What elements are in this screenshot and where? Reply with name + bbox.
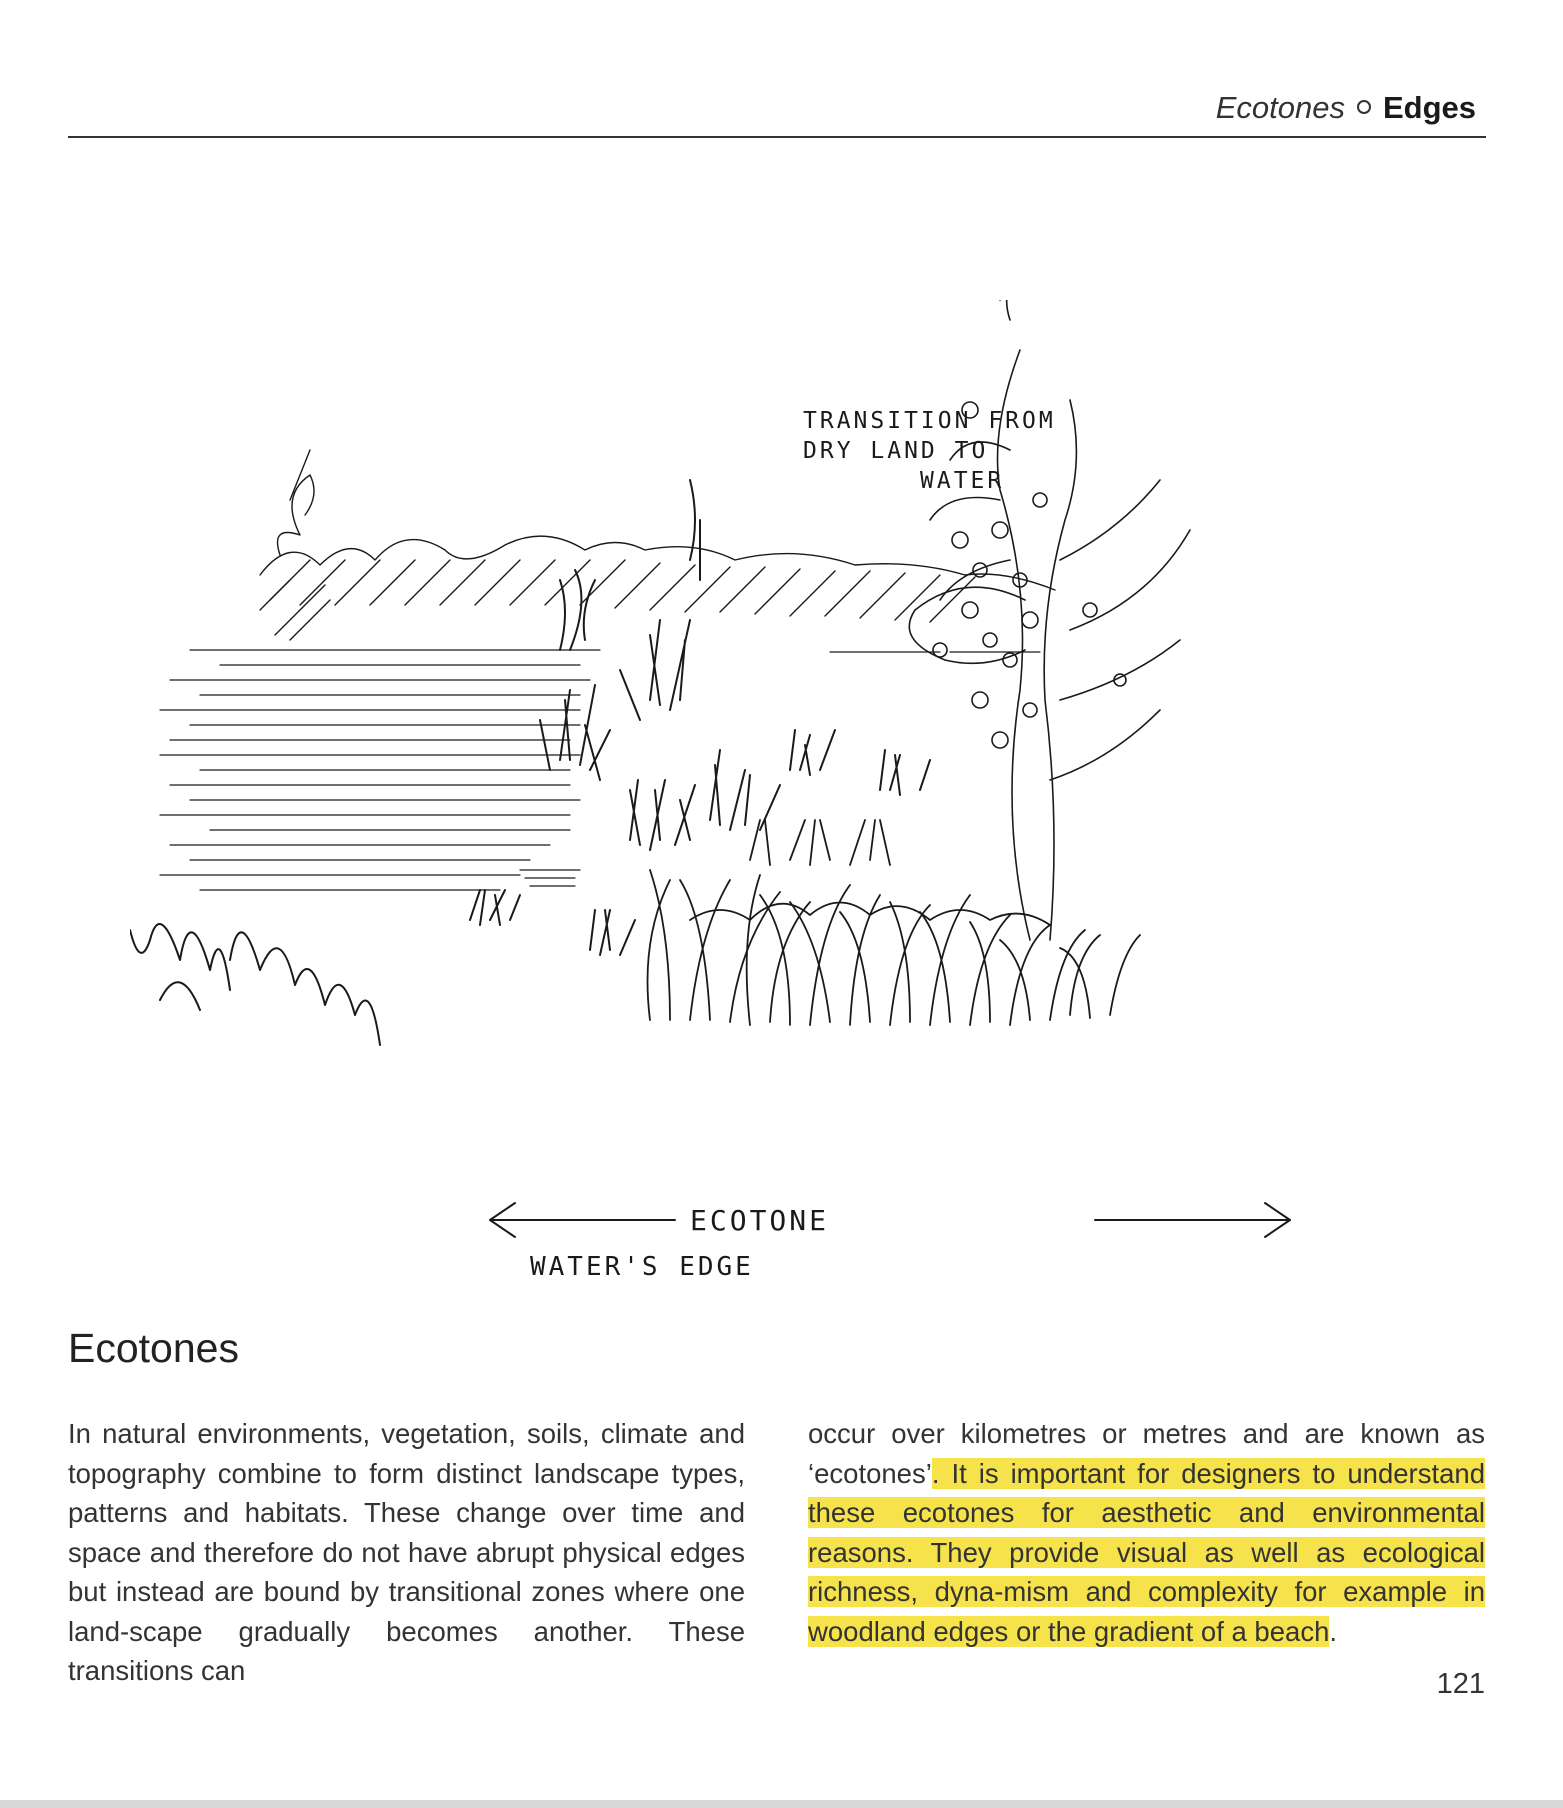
running-header [68,84,1486,138]
label-waters-edge: WATER'S EDGE [530,1252,754,1282]
section-title: Ecotones [68,1325,239,1371]
water-lines [160,650,1040,890]
right-column-lead: occur over kilometres or metres and are known as ‘ecotones’ [808,1418,1485,1489]
header-inner [1216,88,1476,128]
sketch-svg [130,300,1420,1290]
foreground-grasses [648,820,1141,1025]
ecotone-sketch-illustration [130,300,1420,1290]
annotation-transition-line-1: TRANSITION FROM [803,408,1056,434]
header-section-label: Ecotones [1215,90,1345,125]
label-ecotone: ECOTONE [690,1204,830,1237]
bottom-scroll-edge [0,1800,1563,1808]
header-chapter-label: Edges [1382,90,1476,125]
reed-clumps [130,480,930,1045]
ecotone-arrow [490,1203,1290,1237]
annotation-transition-line-2: DRY LAND TO [803,438,989,464]
page-number: 121 [1436,1668,1485,1700]
right-column-tail: . [1329,1615,1337,1647]
sketch-tree [909,300,1190,940]
body-left-column: In natural environments, vegetation, soils, climate and topography combine to form distinct landscape types, patterns and habitats. These change over time and space and therefore do not have abrupt physical edges but instead are bound by transitional zones where one land-scape gradually becomes another. These transitions can [68,1418,745,1686]
annotation-transition-line-3: WATER [920,468,1005,494]
body-right-column [808,1414,1485,1651]
separator-circle-icon [1357,100,1371,114]
highlighted-passage[interactable]: . It is important for designers to understand these ecotones for aesthetic and environmental reasons. They provide visual as well as ecological richness, dyna-mism and complexity for example in woodland edges or the gradient of a beach [808,1457,1485,1647]
